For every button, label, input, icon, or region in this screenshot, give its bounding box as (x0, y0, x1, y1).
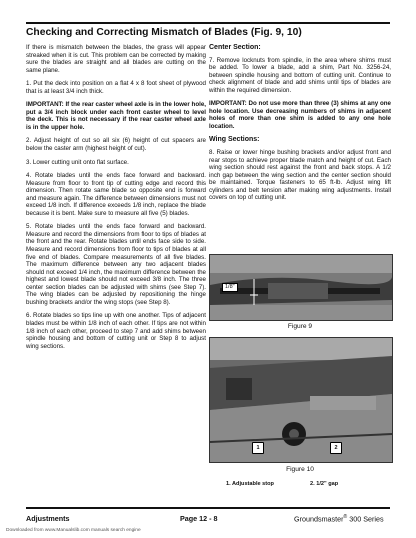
figure-10-legend-1: 1. Adjustable stop (226, 481, 274, 487)
page-title: Checking and Correcting Mismatch of Blades (Fig. 9, 10) (26, 27, 302, 38)
footer-brand: Groundsmaster (294, 514, 344, 524)
figure-10-callout-1: 1 (252, 442, 264, 454)
left-column (26, 44, 206, 356)
footer-section: Adjustments (26, 514, 70, 523)
important-note-shims: IMPORTANT: Do not use more than three (3) shims at any one hole location. Use decreasing numbers of shims in adjacent holes of more than one shim is added to any one hole location. (209, 100, 391, 130)
wing-sections-heading: Wing Sections: (209, 136, 260, 144)
footer-page-number: Page 12 - 8 (180, 514, 218, 523)
footer-series: 300 Series (347, 514, 384, 524)
step-5: 5. Rotate blades until the ends face forward and backward. Measure and record the dimensions from floor to tips of blades at the front and the rear. Rotate blades until ends face side to side. Measure and record dimensions from floor to tips of blades at all five end of blades. Compare measurements of all five blades. The maximum difference between any two adjacent blades should not exceed 1/4 inch, the maximum difference between the highest and lowest blade should not exceed 3/8 inch. The three center section blades can be adjusted with shims (see Step 7). The wing blades can be adjusted by repositioning the hinge bushing brackets and/or the wing stops (see Step 8). (26, 223, 206, 306)
figure-10-caption: Figure 10 (286, 466, 314, 473)
step-7: 7. Remove locknuts from spindle, in the area where shims must be added. To lower a blade, add a shim, Part No. 3256-24, between spindle housing and bottom of cutting unit. Continue to check alignment of blade and add shims until tips of blades are within the required dimension. (209, 56, 391, 94)
footer-rule (26, 507, 390, 509)
figure-9-caption: Figure 9 (287, 323, 313, 330)
important-note-caster: IMPORTANT: If the rear caster wheel axle is in the lower hole, put a 3/4 inch block under each front caster wheel to level the deck. This is not necessary if the rear caster wheel axle is in the upper hole. (26, 101, 206, 131)
figure-9-dimension-label: 1/8" (222, 283, 238, 292)
download-note: Downloaded from www.Manualslib.com manuals search engine (6, 528, 141, 533)
figure-10-callout-2: 2 (330, 442, 342, 454)
step-4: 4. Rotate blades until the ends face forward and backward. Measure from floor to front tip of cutting edge and record this dimension. Then rotate same blade so opposite end is forward and measure again. The difference between dimensions must not exceed 1/8 inch. If difference exceeds 1/8 inch, replace the blade because it is bent. Make sure to measure all five (5) blades. (26, 172, 206, 217)
figure-9-photo (209, 254, 393, 321)
right-column (209, 44, 391, 208)
step-1: 1. Put the deck into position on a flat 4 x 8 foot sheet of plywood that is at least 3/4 inch thick. (26, 80, 206, 95)
step-2: 2. Adjust height of cut so all six (6) height of cut spacers are below the caster arm (highest height of cut). (26, 137, 206, 153)
step-3: 3. Lower cutting unit onto flat surface. (26, 158, 129, 166)
step-8: 8. Raise or lower hinge bushing brackets and/or adjust front and rear stops to achieve proper blade match and height of cut. Each wing section should rest against the front and back stops. A 1/2 inch gap between the wing section and the center section should be maintained. Torque fasteners to 65 ft-lb. Adjust wing lift cylinders and belt tension after making wing adjustments. Install covers on top of cutting unit. (209, 149, 391, 202)
figure-10-legend-2: 2. 1/2" gap (310, 481, 339, 487)
footer-registered-mark: ® (343, 514, 348, 520)
intro-paragraph: If there is mismatch between the blades, the grass will appear streaked when it is cut. This problem can be corrected by making sure the blades are straight and all blades are cutting on the same plane. (26, 44, 206, 74)
footer-product (294, 514, 384, 523)
step-6: 6. Rotate blades so tips line up with one another. Tips of adjacent blades must be within 1/8 inch of each other. If tips are not within 1/8 inch of each other, proceed to step 7 and add shims between spindle housing and bottom of cutting unit or Step 8 to adjust wing sections. (26, 312, 206, 350)
figure-10-photo (209, 337, 393, 463)
header-rule (26, 22, 390, 24)
figure-10-illustration (210, 338, 392, 462)
center-section-heading: Center Section: (209, 44, 261, 51)
